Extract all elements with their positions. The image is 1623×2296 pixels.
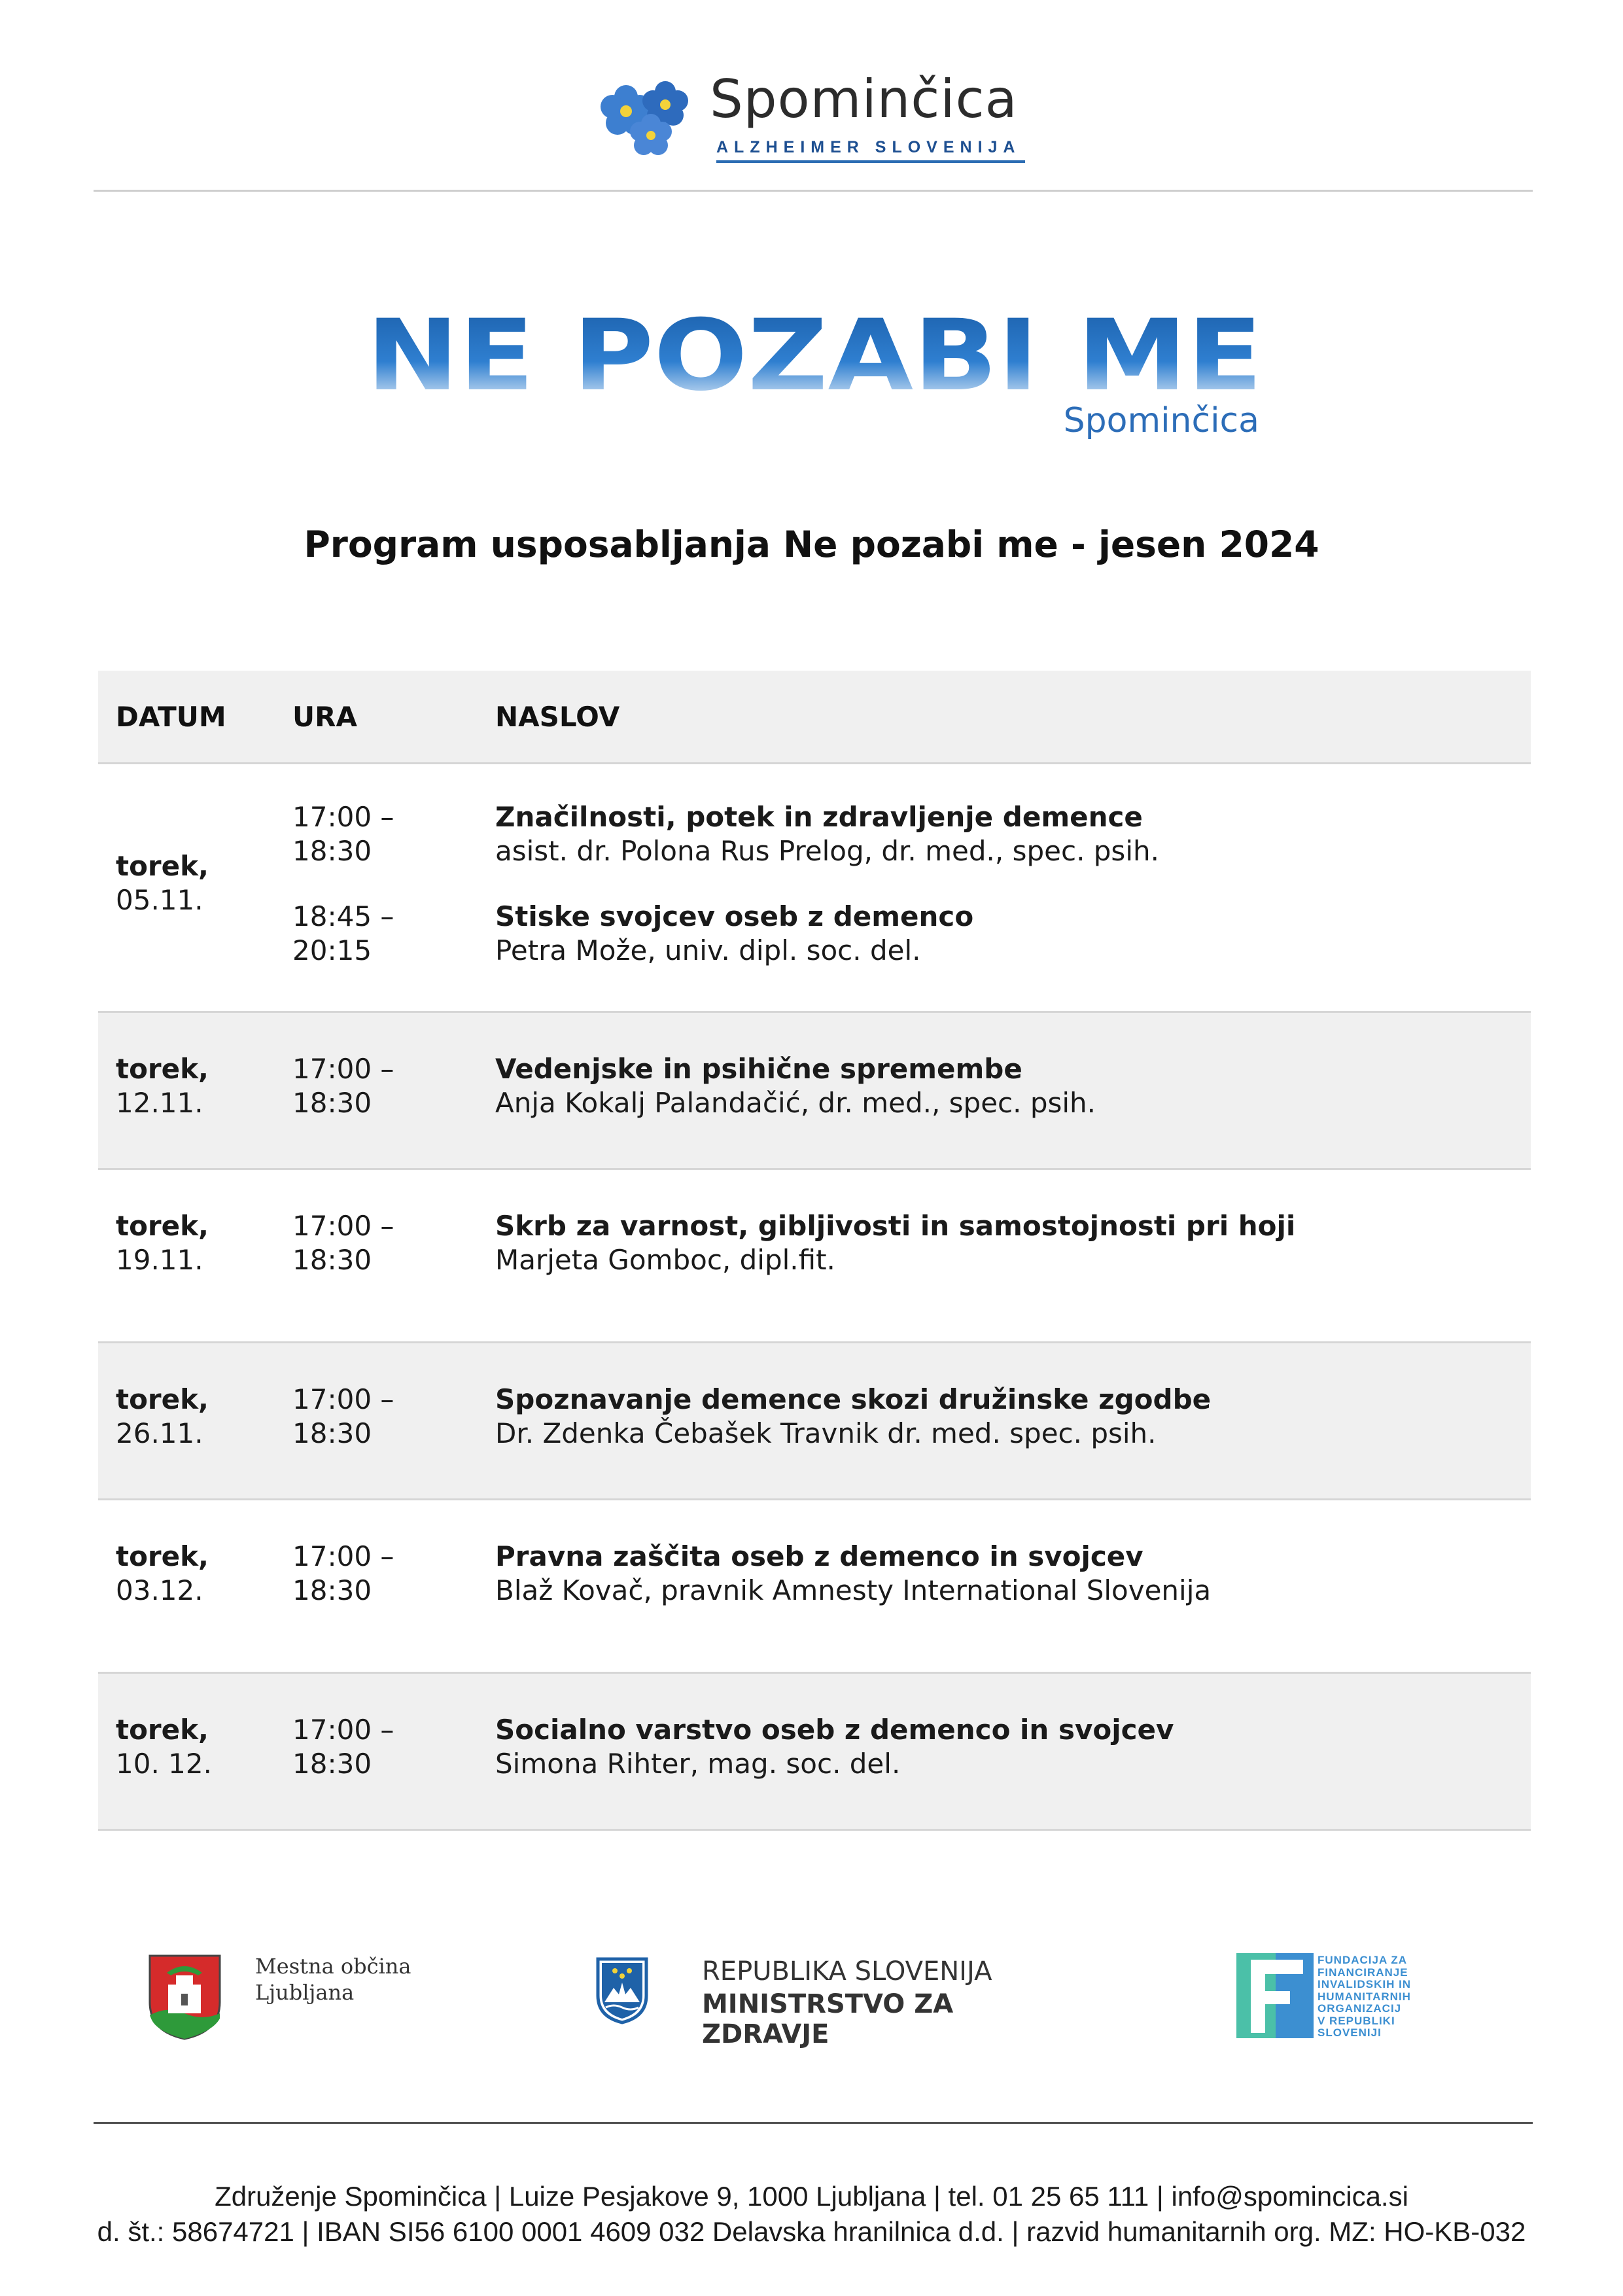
sponsor-ljubljana [147, 1953, 461, 2041]
table-row [98, 1500, 1531, 1674]
sponsor-fund [1236, 1953, 1420, 2041]
time-start: 17:00 – [292, 1210, 394, 1242]
talk-speaker: Anja Kokalj Palandačić, dr. med., spec. psih. [495, 1087, 1096, 1119]
fund-label-line: SLOVENIJI [1318, 2026, 1382, 2039]
time-cell [292, 1540, 394, 1608]
footer-line-1: Združenje Spominčica | Luize Pesjakove 9, 1000 Ljubljana | tel. 01 25 65 111 | info@spomincica.si [215, 2181, 1408, 2212]
sponsor-ministry [595, 1956, 1040, 2049]
big-title-subtext: Spominčica [1063, 401, 1259, 440]
talk-title: Skrb za varnost, gibljivosti in samostojnosti pri hoji [495, 1210, 1296, 1242]
fund-logo-icon [1236, 1953, 1314, 2038]
date-label: 10. 12. [116, 1748, 212, 1780]
talk-cell [495, 800, 1159, 868]
date-label: 12.11. [116, 1087, 203, 1119]
talk-speaker: Blaž Kovač, pravnik Amnesty International Slovenija [495, 1574, 1212, 1606]
talk-title: Pravna zaščita oseb z demenco in svojcev [495, 1540, 1143, 1572]
table-header [98, 671, 1531, 764]
time-start: 17:00 – [292, 1540, 394, 1572]
talk-cell [495, 1713, 1174, 1781]
date-cell [116, 849, 209, 917]
fund-label-line: HUMANITARNIH [1318, 1990, 1411, 2003]
footer-divider [94, 2122, 1533, 2124]
day-label: torek, [116, 1210, 209, 1242]
time-start: 17:00 – [292, 1714, 394, 1746]
date-cell [116, 1540, 209, 1608]
header-divider [94, 190, 1533, 192]
schedule-table [98, 671, 1531, 1831]
logo-brand-name: Spominčica [710, 69, 1018, 130]
talk-speaker: Dr. Zdenka Čebašek Travnik dr. med. spec. psih. [495, 1417, 1157, 1449]
ne-pozabi-me-wordart [363, 275, 1279, 445]
time-start: 17:00 – [292, 801, 394, 833]
time-cell [292, 1052, 394, 1120]
table-row [98, 764, 1531, 1013]
time-end: 18:30 [292, 1417, 372, 1449]
talk-cell [495, 1540, 1211, 1608]
day-label: torek, [116, 850, 209, 882]
day-label: torek, [116, 1714, 209, 1746]
fund-label [1318, 1954, 1411, 2040]
talk-speaker: Marjeta Gomboc, dipl.fit. [495, 1244, 835, 1276]
time-start: 18:45 – [292, 900, 394, 932]
logo-underline [716, 160, 1025, 163]
talk-title: Vedenjske in psihične spremembe [495, 1053, 1022, 1085]
date-label: 05.11. [116, 884, 203, 916]
time-end: 18:30 [292, 1087, 372, 1119]
talk-title: Stiske svojcev oseb z demenco [495, 900, 974, 932]
time-end: 18:30 [292, 1244, 372, 1276]
ministry-label-1: REPUBLIKA SLOVENIJA [702, 1956, 992, 1987]
header-time: URA [292, 701, 357, 733]
date-cell [116, 1209, 209, 1277]
fund-label-line: FUNDACIJA ZA [1318, 1954, 1407, 1966]
fund-label-line: V REPUBLIKI [1318, 2014, 1395, 2027]
fund-label-line: FINANCIRANJE [1318, 1966, 1408, 1979]
header-date: DATUM [116, 701, 226, 733]
slovenia-coat-of-arms-icon [595, 1956, 649, 2025]
day-label: torek, [116, 1053, 209, 1085]
table-row [98, 1674, 1531, 1831]
date-label: 19.11. [116, 1244, 203, 1276]
forget-me-not-flowers-icon [592, 75, 716, 160]
talk-title: Socialno varstvo oseb z demenco in svojcev [495, 1714, 1174, 1746]
time-cell [292, 800, 394, 868]
talk-title: Značilnosti, potek in zdravljenje demence [495, 801, 1143, 833]
fund-label-line: ORGANIZACIJ [1318, 2002, 1402, 2015]
talk-speaker: Petra Može, univ. dipl. soc. del. [495, 934, 921, 966]
ljubljana-label-1: Mestna občina [255, 1954, 411, 1979]
fund-label-line: INVALIDSKIH IN [1318, 1978, 1412, 1990]
program-heading: Program usposabljanja Ne pozabi me - jesen 2024 [304, 523, 1319, 565]
date-cell [116, 1052, 209, 1120]
talk-title: Spoznavanje demence skozi družinske zgodbe [495, 1383, 1212, 1415]
talk-speaker: asist. dr. Polona Rus Prelog, dr. med., spec. psih. [495, 835, 1159, 867]
talk-speaker: Simona Rihter, mag. soc. del. [495, 1748, 901, 1780]
time-start: 17:00 – [292, 1383, 394, 1415]
footer-line-2: d. št.: 58674721 | IBAN SI56 6100 0001 4609 032 Delavska hranilnica d.d. | razvid humanitarnih org. MZ: HO-KB-032 [97, 2216, 1526, 2247]
time-end: 20:15 [292, 934, 372, 966]
day-label: torek, [116, 1383, 209, 1415]
table-row [98, 1013, 1531, 1170]
ljubljana-label-2: Ljubljana [255, 1980, 355, 2005]
time-cell [292, 1713, 394, 1781]
date-label: 03.12. [116, 1574, 203, 1606]
ministry-label-2: MINISTRSTVO ZA ZDRAVJE [702, 1989, 954, 2049]
ljubljana-coat-of-arms-icon [147, 1953, 222, 2041]
time-cell [292, 900, 394, 968]
time-cell [292, 1209, 394, 1277]
time-cell [292, 1383, 394, 1451]
header-title: NASLOV [495, 701, 620, 733]
logo-subtitle: ALZHEIMER SLOVENIJA [716, 138, 1021, 156]
time-end: 18:30 [292, 1748, 372, 1780]
footer-contact [0, 2179, 1623, 2250]
time-end: 18:30 [292, 1574, 372, 1606]
date-label: 26.11. [116, 1417, 203, 1449]
table-row [98, 1343, 1531, 1500]
time-end: 18:30 [292, 835, 372, 867]
talk-cell [495, 1052, 1096, 1120]
date-cell [116, 1383, 209, 1451]
big-title-text: NE POZABI ME [366, 299, 1263, 413]
time-start: 17:00 – [292, 1053, 394, 1085]
talk-cell [495, 1209, 1295, 1277]
spomincica-logo [592, 69, 1037, 167]
talk-cell [495, 1383, 1211, 1451]
date-cell [116, 1713, 212, 1781]
day-label: torek, [116, 1540, 209, 1572]
table-row [98, 1170, 1531, 1343]
talk-cell [495, 900, 973, 968]
ne-pozabi-me-title [363, 275, 1279, 445]
